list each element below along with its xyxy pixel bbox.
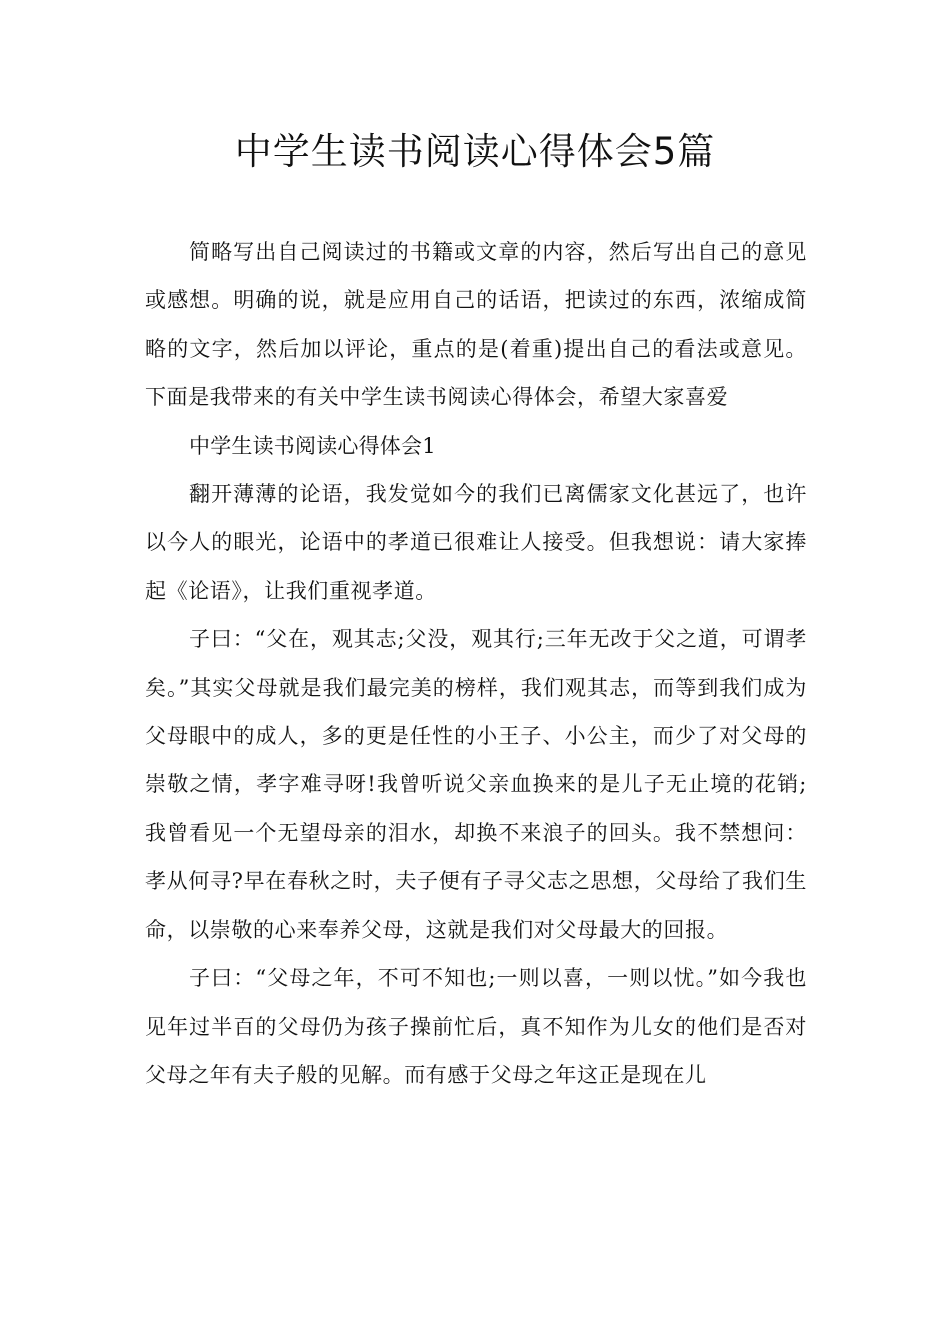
body-paragraph: 翻开薄薄的论语，我发觉如今的我们已离儒家文化甚远了，也许以今人的眼光，论语中的孝道已很难让人接受。但我想说：请大家捧起《论语》，让我们重视孝道。 [145, 482, 807, 603]
body-paragraph: 子曰：“父在，观其志;父没，观其行;三年无改于父之道，可谓孝矣。”其实父母就是我们最完美的榜样，我们观其志，而等到我们成为父母眼中的成人，多的更是任性的小王子、小公主，而少了对父母的崇敬之情，孝字难寻呀!我曾听说父亲血换来的是儿子无止境的花销;我曾看见一个无望母亲的泪水，却换不来浪子的回头。我不禁想问：孝从何寻?早在春秋之时，夫子便有子寻父志之思想，父母给了我们生命，以崇敬的心来奉养父母，这就是我们对父母最大的回报。 [145, 627, 807, 942]
body-paragraph: 子曰：“父母之年，不可不知也;一则以喜，一则以忧。”如今我也见年过半百的父母仍为孩子操前忙后，真不知作为儿女的他们是否对父母之年有夫子般的见解。而有感于父母之年这正是现在儿 [145, 966, 807, 1087]
intro-paragraph: 简略写出自己阅读过的书籍或文章的内容，然后写出自己的意见或感想。明确的说，就是应用自己的话语，把读过的东西，浓缩成简略的文字，然后加以评论，重点的是(着重)提出自己的看法或意见。下面是我带来的有关中学生读书阅读心得体会，希望大家喜爱 [145, 240, 807, 410]
document-title: 中学生读书阅读心得体会5篇 [234, 130, 716, 173]
section-heading: 中学生读书阅读心得体会1 [189, 433, 436, 458]
document-body [145, 228, 807, 1099]
